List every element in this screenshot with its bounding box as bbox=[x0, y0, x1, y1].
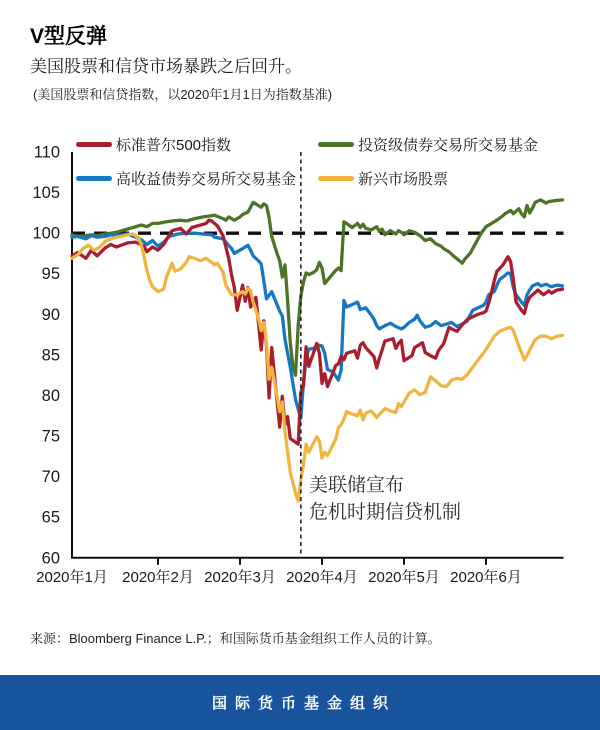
x-tick-label: 2020年4月 bbox=[286, 568, 358, 586]
page-title: V型反弹 bbox=[30, 25, 108, 48]
series-line-sp500 bbox=[72, 220, 563, 444]
y-tick-label: 100 bbox=[32, 224, 60, 243]
series-line-em_equity bbox=[72, 234, 563, 501]
y-tick-label: 60 bbox=[41, 549, 60, 568]
legend-label-ig-bond: 投资级债券交易所交易基金 bbox=[358, 136, 539, 154]
x-tick-label: 2020年6月 bbox=[450, 568, 522, 586]
legend-item-hy-bond bbox=[76, 168, 296, 188]
y-tick-label: 105 bbox=[32, 184, 60, 203]
fed-event-annotation-line1: 美联储宣布 bbox=[309, 475, 405, 496]
sp500-line-swatch bbox=[76, 142, 112, 147]
ig-bond-line-swatch bbox=[318, 142, 354, 147]
x-tick-label: 2020年5月 bbox=[368, 568, 440, 586]
footer-bar bbox=[0, 675, 600, 730]
x-tick-label: 2020年1月 bbox=[36, 568, 108, 586]
legend-label-hy-bond: 高收益债券交易所交易基金 bbox=[116, 170, 297, 188]
y-tick-label: 80 bbox=[41, 386, 60, 405]
source-credit: 来源：Bloomberg Finance L.P.；和国际货币基金组织工作人员的计算。 bbox=[30, 631, 441, 646]
y-tick-label: 85 bbox=[41, 346, 60, 365]
footer-org-name: 国际货币基金组织 bbox=[211, 695, 396, 712]
em-equity-line-swatch bbox=[318, 176, 354, 181]
x-tick-label: 2020年3月 bbox=[204, 568, 276, 586]
legend-label-sp500: 标准普尔500指数 bbox=[116, 136, 232, 154]
index-base-note: (美国股票和信贷指数，以2020年1月1日为指数基准) bbox=[33, 87, 333, 102]
y-tick-label: 75 bbox=[41, 427, 60, 446]
legend-item-sp500 bbox=[76, 134, 231, 154]
y-tick-label: 110 bbox=[33, 143, 60, 162]
legend-item-em-equity bbox=[318, 168, 448, 188]
hy-bond-line-swatch bbox=[76, 176, 112, 181]
fed-event-annotation bbox=[309, 472, 461, 526]
y-tick-label: 70 bbox=[41, 468, 60, 487]
legend-item-ig-bond bbox=[318, 134, 538, 154]
fed-event-annotation-line2: 危机时期信贷机制 bbox=[309, 502, 462, 523]
legend-label-em-equity: 新兴市场股票 bbox=[358, 170, 449, 188]
y-tick-label: 65 bbox=[41, 508, 60, 527]
x-tick-label: 2020年2月 bbox=[122, 568, 194, 586]
y-tick-label: 90 bbox=[41, 305, 60, 324]
y-tick-label: 95 bbox=[41, 265, 60, 284]
page-subtitle: 美国股票和信贷市场暴跌之后回升。 bbox=[30, 57, 302, 76]
